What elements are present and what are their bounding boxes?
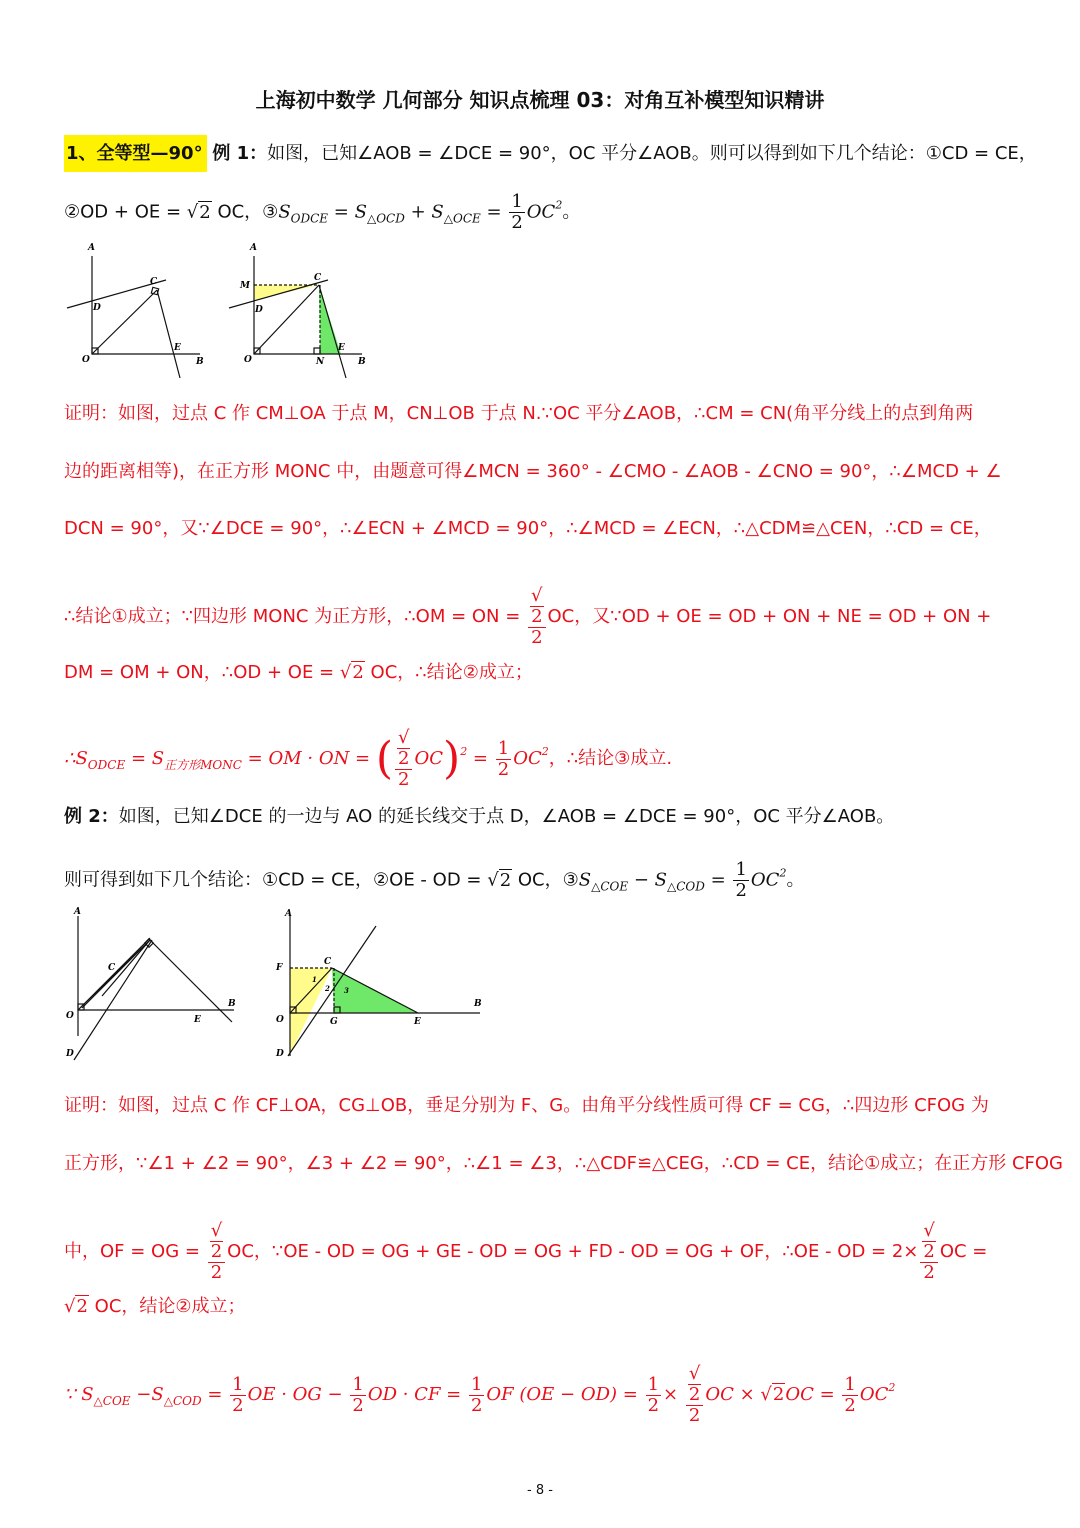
svg-text:B: B	[474, 999, 482, 1009]
svg-text:A: A	[88, 243, 95, 253]
proof1-line3: DCN = 90°，又∵∠DCE = 90°，∴∠ECN + ∠MCD = 90°，∴∠MCD = ∠ECN，∴△CDM≌△CEN，∴CD = CE，	[64, 518, 992, 539]
proof2-line1: 证明：如图，过点 C 作 CF⊥OA，CG⊥OB，垂足分别为 F、G。由角平分线性质可得 CF = CG，∴四边形 CFOG 为	[64, 1095, 989, 1116]
svg-text:G: G	[330, 1017, 338, 1027]
svg-text:B: B	[196, 357, 204, 367]
page-title: 上海初中数学 几何部分 知识点梳理 03：对角互补模型知识精讲	[255, 88, 825, 112]
svg-text:C: C	[108, 963, 116, 973]
svg-text:D: D	[276, 1049, 284, 1059]
proof1-line2: 边的距离相等)，在正方形 MONC 中，由题意可得∠MCN = 360° - ∠CMO - ∠AOB - ∠CNO = 90°，∴∠MCD + ∠	[64, 461, 1002, 482]
svg-text:M: M	[240, 281, 250, 291]
figure-1	[62, 238, 212, 380]
svg-text:3: 3	[344, 986, 349, 995]
svg-text:2: 2	[325, 984, 330, 993]
svg-text:B: B	[228, 999, 236, 1009]
fraction-sqrt2-over-2: √ 2 2	[528, 586, 545, 648]
svg-text:N: N	[316, 357, 325, 367]
svg-text:O: O	[66, 1011, 74, 1021]
proof1-line6: $\therefore S_{ODCE} = S_{正方形MONC}$ = OM · ON = ( √ 2 2 OC)$^2$ = $\frac{1}{2}$ $OC^2$，∴结论③成立.	[64, 727, 673, 790]
svg-text:A: A	[250, 243, 257, 253]
proof2-line4: √2 OC，结论②成立；	[64, 1296, 246, 1317]
svg-text:E: E	[338, 343, 345, 353]
svg-text:D: D	[93, 303, 101, 313]
svg-text:B: B	[358, 357, 366, 367]
proof1-line1: 证明：如图，过点 C 作 CM⊥OA 于点 M，CN⊥OB 于点 N.∵OC 平分∠AOB，∴CM = CN(角平分线上的点到角两	[64, 403, 974, 424]
proof2-line2: 正方形，∵∠1 + ∠2 = 90°，∠3 + ∠2 = 90°，∴∠1 = ∠3，∴△CDF≌△CEG，∴CD = CE，结论①成立；在正方形 CFOG	[64, 1153, 1064, 1174]
proof1-line5: DM = OM + ON，∴OD + OE = √2 OC，∴结论②成立；	[64, 662, 533, 683]
figure-4	[268, 904, 488, 1069]
proof2-line5: ∵ $S_{\triangle COE} -S_{\triangle COD}$ = $\frac{1}{2}$ OE · OG − $\frac{1}{2}$ OD · CF = $\frac{1}{2}$ OF (OE − OD) = $\frac{1}{2}$ × √ 2 2 OC × √2OC = $\frac{1}{2}$ $OC^2$	[64, 1363, 896, 1426]
example1-conclusions: ②OD + OE = √2 OC，$③S_{ODCE} = S_{\triangle OCD} + S_{\triangle OCE}$ = $\frac{1}{2}$ $OC^2$。	[64, 191, 581, 233]
example-label: 例 1：	[212, 143, 268, 164]
svg-text:C: C	[314, 273, 322, 283]
section-tag: 1、全等型—90°	[64, 135, 207, 172]
svg-text:A: A	[74, 907, 81, 917]
example1-intro: 如图，已知∠AOB = ∠DCE = 90°，OC 平分∠AOB。则可以得到如下几个结论：①CD = CE，	[267, 143, 1037, 164]
svg-text:E: E	[194, 1015, 201, 1025]
figure-2	[224, 238, 374, 380]
svg-text:D: D	[66, 1049, 74, 1059]
svg-text:C: C	[324, 957, 332, 967]
svg-text:O: O	[82, 355, 90, 365]
page-number: - 8 -	[527, 1483, 553, 1498]
svg-text:A: A	[285, 909, 292, 919]
svg-text:O: O	[276, 1015, 284, 1025]
fraction-half: $\frac{1}{2}$	[511, 191, 523, 233]
svg-text:E: E	[414, 1017, 421, 1027]
example2-intro: 例 2：如图，已知∠DCE 的一边与 AO 的延长线交于点 D，∠AOB = ∠DCE = 90°，OC 平分∠AOB。	[64, 806, 895, 827]
figure-3	[62, 904, 242, 1069]
svg-text:1: 1	[312, 975, 317, 984]
example2-conclusions: 则可得到如下几个结论：①CD = CE，②OE - OD = √2 OC，$③S_{\triangle COE} - S_{\triangle COD}$ = $\frac{1}{2}$ $OC^2$。	[64, 859, 805, 901]
proof1-line4: ∴结论①成立；∵四边形 MONC 为正方形，∴OM = ON = √ 2 2 OC，又∵OD + OE = OD + ON + NE = OD + ON +	[64, 585, 992, 648]
sqrt-2: √2	[186, 201, 211, 223]
svg-text:O: O	[244, 355, 252, 365]
svg-text:F: F	[276, 963, 283, 973]
svg-text:C: C	[150, 277, 158, 287]
example1-heading	[64, 141, 1037, 167]
proof2-line3: 中，OF = OG = √ 2 2 OC，∵OE - OD = OG + GE - OD = OG + FD - OD = OG + OF，∴OE - OD = 2× √ 2 2 OC =	[64, 1220, 988, 1283]
svg-text:D: D	[255, 305, 263, 315]
svg-text:E: E	[174, 343, 181, 353]
